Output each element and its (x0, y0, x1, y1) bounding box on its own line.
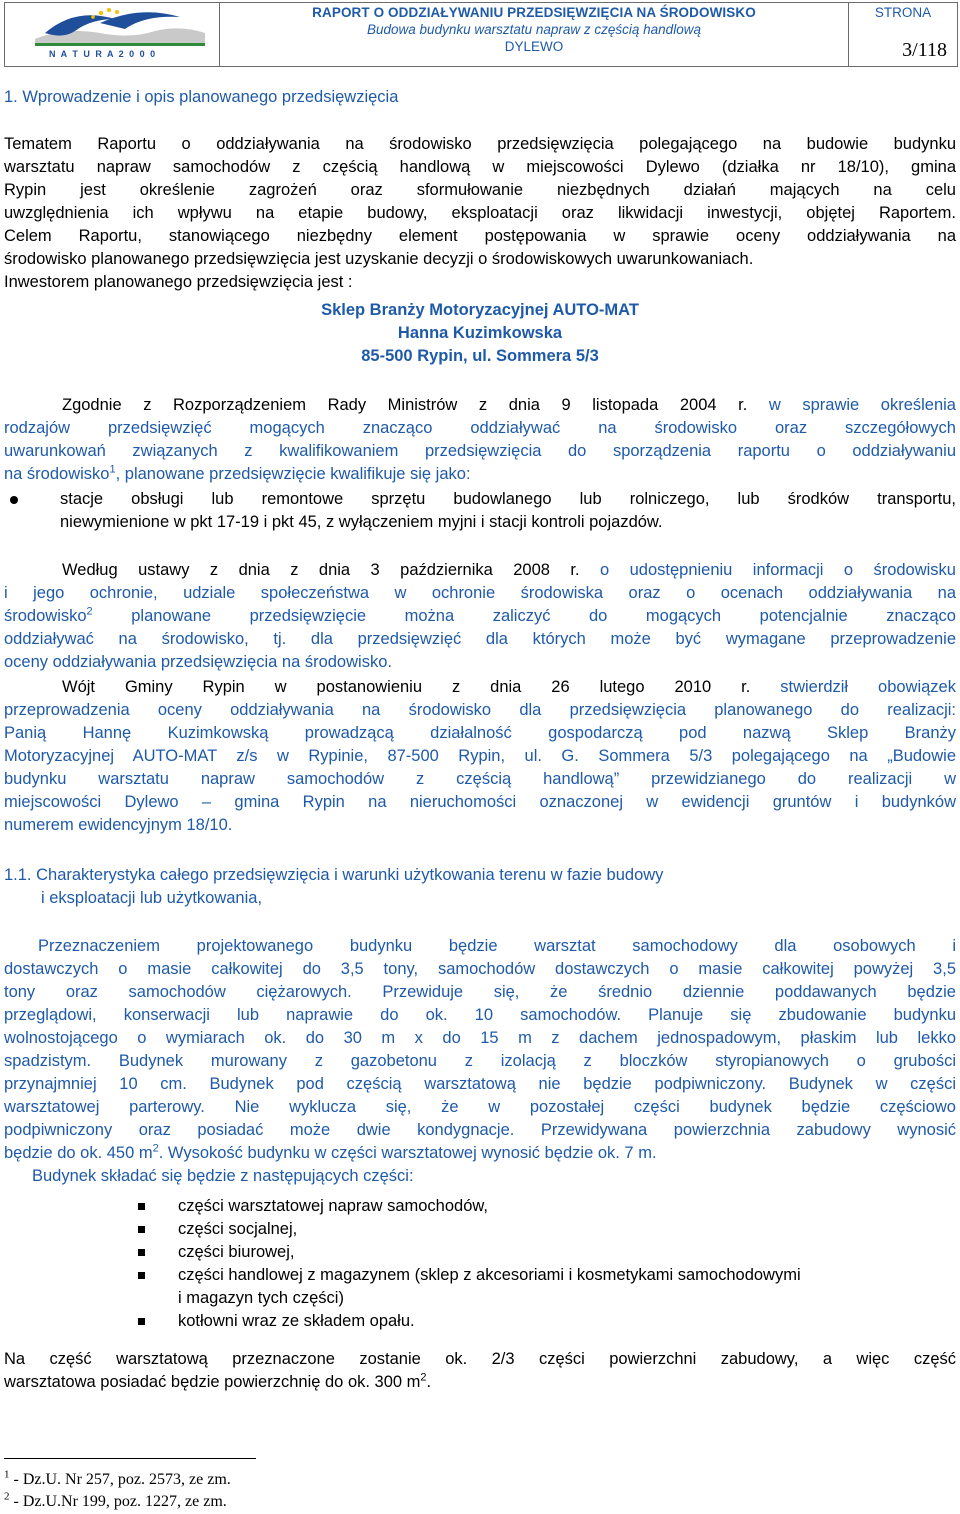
investor-address-part: 85-500 Rypin, ul. (361, 347, 497, 365)
page-number: 3/118 (902, 39, 947, 61)
text-line (4, 676, 956, 699)
list-item: części biurowej, (178, 1243, 295, 1261)
footnote-ref: 1 (109, 463, 116, 476)
heading-number: 1.1. (4, 866, 32, 884)
section-1-paragraph-3 (4, 394, 956, 486)
text-line (4, 628, 956, 651)
text-run: . (426, 1373, 432, 1391)
page-header (4, 2, 958, 60)
investor-address (4, 345, 956, 368)
text-line: Tematem Raportu o oddziaływania na środowisko przedsięwzięcia polegającego na budowie budynku (4, 135, 956, 153)
footnote-number: 2 (4, 1490, 10, 1503)
section-1-1-paragraph (4, 935, 956, 1188)
parts-list (178, 1195, 956, 1333)
text-line: uwarunkowań związanych z kwalifikowaniem przedsięwzięcia do sporządzenia raportu o oddziaływaniu (4, 442, 956, 460)
section-1-paragraph-5 (4, 676, 956, 837)
text-line (4, 463, 956, 486)
text-line (4, 605, 956, 628)
bullet-item (60, 488, 956, 534)
square-bullet-icon (138, 1203, 145, 1210)
text-line: przeprowadzenia oceny oddziaływania na środowisko dla przedsięwzięcia planowanego do realizacji: (4, 701, 956, 719)
bullet-icon (10, 496, 18, 504)
footnote-text: - Dz.U.Nr 199, poz. 1227, ze zm. (9, 1493, 227, 1510)
investor-address-part: Sommera 5/3 (496, 347, 599, 365)
text-line: Przeznaczeniem projektowanego budynku będzie warsztat samochodowy dla osobowych i (38, 937, 956, 955)
text-line: Celem Raportu, stanowiącego niezbędny element postępowania w sprawie oceny oddziaływania na (4, 227, 956, 245)
text-line: Rypin jest określenie zagrożeń oraz sformułowanie niezbędnych działań mających na celu (4, 181, 956, 199)
text-line: numerem ewidencyjnym 18/10. (4, 816, 233, 834)
text-run: , planowane przedsięwzięcie kwalifikuje się jako: (115, 465, 471, 483)
investor-name: Sklep Branży Motoryzacyjnej AUTO-MAT (321, 301, 639, 319)
text-line (4, 394, 956, 417)
header-page-cell (849, 3, 958, 67)
text-line: rodzajów przedsięwzięć mogących znacząco oddziaływać na środowisko oraz szczegółowych (4, 419, 956, 437)
list-item: części warsztatowej napraw samochodów, (178, 1197, 488, 1215)
text-run: Wójt Gminy Rypin w postanowieniu z dnia 26 lutego 2010 r. (62, 678, 751, 696)
list-item: części socjalnej, (178, 1220, 298, 1238)
section-1-paragraph-1 (4, 133, 956, 294)
text-run: środowisko (4, 607, 87, 625)
footnote-1 (4, 1470, 231, 1490)
header-title-cell (220, 3, 849, 67)
text-line: uwzględnienia ich wpływu na etapie budowy, eksploatacji oraz likwidacji inwestycji, objętej Raportem. (4, 204, 956, 222)
footnote-separator (4, 1458, 256, 1459)
text-line (4, 1142, 956, 1165)
page-label: STRONA (874, 5, 932, 20)
text-run: . Wysokość budynku w części warsztatowej wynosić będzie ok. 7 m. (158, 1144, 657, 1162)
section-1-1-heading (4, 864, 956, 910)
text-run: Zgodnie z Rozporządzeniem Rady Ministrów z dnia 9 listopada 2004 r. (62, 396, 748, 414)
section-1-paragraph-4 (4, 559, 956, 674)
text-line: środowisko planowanego przedsięwzięcia jest uzyskanie decyzji o środowiskowych uwarunkowaniach. (4, 250, 754, 268)
list-item: kotłowni wraz ze składem opału. (178, 1312, 415, 1330)
text-line: stacje obsługi lub remontowe sprzętu budowlanego lub rolniczego, lub środków transportu, (60, 490, 956, 508)
text-line: przeglądowi, konserwacji lub naprawie do ok. 10 samochodów. Planuje się zbudowanie budynku (4, 1006, 956, 1024)
investor-owner: Hanna Kuzimkowska (397, 324, 563, 342)
text-run: dla przedsięwzięć dla których może być wymagane przeprowadzenie (286, 630, 957, 648)
text-run: na środowisko (4, 465, 110, 483)
text-line: przynajmniej 10 cm. Budynek pod częścią warsztatową nie będzie podpiwniczony. Budynek w części (4, 1075, 956, 1093)
text-line: niewymienione w pkt 17-19 i pkt 45, z wyłączeniem myjni i stacji kontroli pojazdów. (60, 513, 663, 531)
report-title: RAPORT O ODDZIAŁYWANIU PRZEDSIĘWZIĘCIA NA ŚRODOWISKO (312, 5, 756, 20)
text-run: stwierdził obowiązek (750, 678, 956, 696)
list-intro: Budynek składać się będzie z następujących części: (32, 1167, 414, 1185)
report-location: DYLEWO (504, 39, 564, 54)
text-line: wolnostojącego o wymiarach ok. do 30 m x do 15 m z dachem jednospadowym, płaskim lub lekko (4, 1029, 956, 1047)
list-item: części handlowej z magazynem (sklep z akcesoriami i kosmetykami samochodowymi (178, 1266, 801, 1284)
investor-block (4, 299, 956, 368)
text-line (4, 559, 956, 582)
text-line: dostawczych o masie całkowitej do 3,5 tony, samochodów dostawczych o masie całkowitej powyżej 3,5 (4, 960, 956, 978)
heading-text: Charakterystyka całego przedsięwzięcia i warunki użytkowania terenu w fazie budowy (31, 866, 664, 884)
natura-2000-logo (5, 3, 220, 67)
report-subtitle: Budowa budynku warsztatu napraw z częścią handlową (367, 22, 701, 37)
footnote-2 (4, 1492, 227, 1512)
section-1-heading: 1. Wprowadzenie i opis planowanego przedsięwzięcia (4, 88, 399, 106)
logo-text: N A T U R A 2 0 0 0 (49, 49, 157, 59)
text-line: tony oraz samochodów ciężarowych. Przewiduje się, że średnio dziennie poddawanych będzie (4, 983, 956, 1001)
text-run: o udostępnieniu informacji o środowisku (579, 561, 956, 579)
text-run: planowane przedsięwzięcie można zaliczyć do mogących potencjalnie znacząco (92, 607, 956, 625)
text-line: spadzistym. Budynek murowany z gazobetonu z izolacją z bloczków styropianowych o grubości (4, 1052, 956, 1070)
square-bullet-icon (138, 1318, 145, 1325)
text-line: Motoryzacyjnej AUTO-MAT z/s w Rypinie, 87-500 Rypin, ul. G. Sommera 5/3 polegającego na „Budowie (4, 747, 956, 765)
heading-line: i eksploatacji lub użytkowania, (41, 889, 263, 907)
text-line: Na część warsztatową przeznaczone zostanie ok. 2/3 części powierzchni zabudowy, a więc część (4, 1350, 956, 1368)
heading-line (4, 864, 956, 887)
text-line: warsztatu napraw samochodów z częścią handlową w miejscowości Dylewo (działka nr 18/10), gmina (4, 158, 956, 176)
square-bullet-icon (138, 1249, 145, 1256)
text-line: oceny oddziaływania przedsięwzięcia na środowisko. (4, 653, 392, 671)
footnote-ref: 2 (86, 605, 93, 618)
investor-intro: Inwestorem planowanego przedsięwzięcia jest : (4, 273, 353, 291)
text-run: Według ustawy z dnia z dnia 3 października 2008 r. (62, 561, 580, 579)
superscript: 2 (420, 1371, 427, 1384)
text-line: podpiwniczony oraz posiadać może dwie kondygnacje. Przewidywana powierzchnia zabudowy wynosić (4, 1121, 956, 1139)
text-run: warsztatowa posiadać będzie powierzchnię do ok. 300 m (4, 1373, 421, 1391)
footnote-number: 1 (4, 1468, 10, 1481)
closing-paragraph (4, 1348, 956, 1394)
text-run: w sprawie określenia (747, 396, 956, 414)
list-item-continuation: i magazyn tych części) (178, 1289, 344, 1307)
text-run: oddziaływać na środowisko, tj. (4, 630, 287, 648)
square-bullet-icon (138, 1226, 145, 1233)
bird-logo-icon (5, 3, 219, 61)
text-line: miejscowości Dylewo – gmina Rypin na nieruchomości oznaczonej w ewidencji gruntów i budynków (4, 793, 956, 811)
text-line: warsztatowej parterowy. Nie wyklucza się, że w pozostałej części budynek będzie częściowo (4, 1098, 956, 1116)
text-run: będzie do ok. 450 m (4, 1144, 153, 1162)
text-line: Panią Hannę Kuzimkowską prowadzącą działalność gospodarczą pod nazwą Sklep Branży (4, 724, 956, 742)
text-line: budynku warsztatu napraw samochodów z częścią handlową” przewidzianego do realizacji w (4, 770, 956, 788)
square-bullet-icon (138, 1272, 145, 1279)
superscript: 2 (152, 1142, 159, 1155)
text-line: i jego ochronie, udziale społeczeństwa w ochronie środowiska oraz o ocenach oddziaływania na (4, 584, 956, 602)
text-line (4, 1371, 956, 1394)
footnote-text: - Dz.U. Nr 257, poz. 2573, ze zm. (9, 1471, 231, 1488)
